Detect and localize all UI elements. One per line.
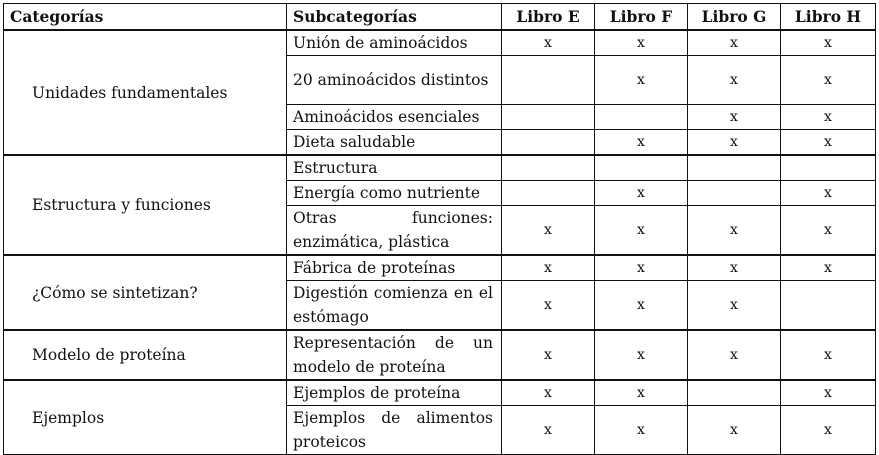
mark-cell: x [502, 330, 595, 380]
mark-cell: x [688, 330, 781, 380]
mark-cell [502, 181, 595, 206]
header-row [4, 4, 876, 31]
mark-cell [595, 105, 688, 130]
table-row [4, 30, 876, 56]
table-row [4, 155, 876, 181]
mark-cell: x [688, 30, 781, 56]
comparison-table [3, 3, 876, 455]
mark-cell: x [595, 330, 688, 380]
mark-cell: x [781, 30, 876, 56]
mark-cell: x [595, 406, 688, 455]
mark-cell: x [502, 30, 595, 56]
mark-cell [781, 281, 876, 331]
table-row [4, 255, 876, 281]
header-categorias: Categorías [4, 4, 287, 31]
mark-cell [502, 105, 595, 130]
subcategory-cell: Estructura [287, 155, 502, 181]
mark-cell: x [688, 105, 781, 130]
header-subcategorias: Subcategorías [287, 4, 502, 31]
mark-cell: x [595, 130, 688, 156]
mark-cell: x [502, 406, 595, 455]
mark-cell: x [595, 380, 688, 406]
header-libro-h: Libro H [781, 4, 876, 31]
category-cell: Estructura y funciones [4, 155, 287, 255]
header-libro-f: Libro F [595, 4, 688, 31]
subcategory-cell: Digestión comienza en el estómago [287, 281, 502, 331]
mark-cell: x [502, 206, 595, 256]
mark-cell [595, 155, 688, 181]
mark-cell: x [502, 281, 595, 331]
mark-cell: x [688, 255, 781, 281]
mark-cell: x [688, 130, 781, 156]
header-libro-g: Libro G [688, 4, 781, 31]
table-row [4, 330, 876, 380]
subcategory-cell: Dieta saludable [287, 130, 502, 156]
mark-cell [688, 380, 781, 406]
subcategory-cell: Unión de aminoácidos [287, 30, 502, 56]
mark-cell: x [781, 105, 876, 130]
table-row [4, 380, 876, 406]
mark-cell: x [781, 330, 876, 380]
category-cell: Ejemplos [4, 380, 287, 455]
subcategory-cell: Ejemplos de alimentos proteicos [287, 406, 502, 455]
mark-cell: x [688, 281, 781, 331]
subcategory-cell: Energía como nutriente [287, 181, 502, 206]
category-cell: ¿Cómo se sintetizan? [4, 255, 287, 330]
mark-cell: x [688, 406, 781, 455]
mark-cell: x [595, 206, 688, 256]
mark-cell [688, 155, 781, 181]
mark-cell: x [781, 130, 876, 156]
mark-cell: x [781, 181, 876, 206]
mark-cell: x [595, 30, 688, 56]
mark-cell: x [688, 56, 781, 105]
mark-cell [688, 181, 781, 206]
mark-cell: x [781, 406, 876, 455]
mark-cell: x [781, 206, 876, 256]
subcategory-cell: Representación de un modelo de proteína [287, 330, 502, 380]
mark-cell: x [595, 255, 688, 281]
mark-cell [502, 56, 595, 105]
subcategory-cell: 20 aminoácidos distintos [287, 56, 502, 105]
mark-cell: x [595, 56, 688, 105]
mark-cell [781, 155, 876, 181]
mark-cell: x [502, 255, 595, 281]
subcategory-cell: Ejemplos de proteína [287, 380, 502, 406]
mark-cell [502, 130, 595, 156]
mark-cell: x [688, 206, 781, 256]
mark-cell: x [781, 380, 876, 406]
mark-cell [502, 155, 595, 181]
category-cell: Modelo de proteína [4, 330, 287, 380]
header-libro-e: Libro E [502, 4, 595, 31]
mark-cell: x [595, 281, 688, 331]
subcategory-cell: Fábrica de proteínas [287, 255, 502, 281]
subcategory-cell: Aminoácidos esenciales [287, 105, 502, 130]
mark-cell: x [502, 380, 595, 406]
mark-cell: x [595, 181, 688, 206]
mark-cell: x [781, 255, 876, 281]
mark-cell: x [781, 56, 876, 105]
category-cell: Unidades fundamentales [4, 30, 287, 155]
subcategory-cell: Otras funciones: enzimática, plástica [287, 206, 502, 256]
